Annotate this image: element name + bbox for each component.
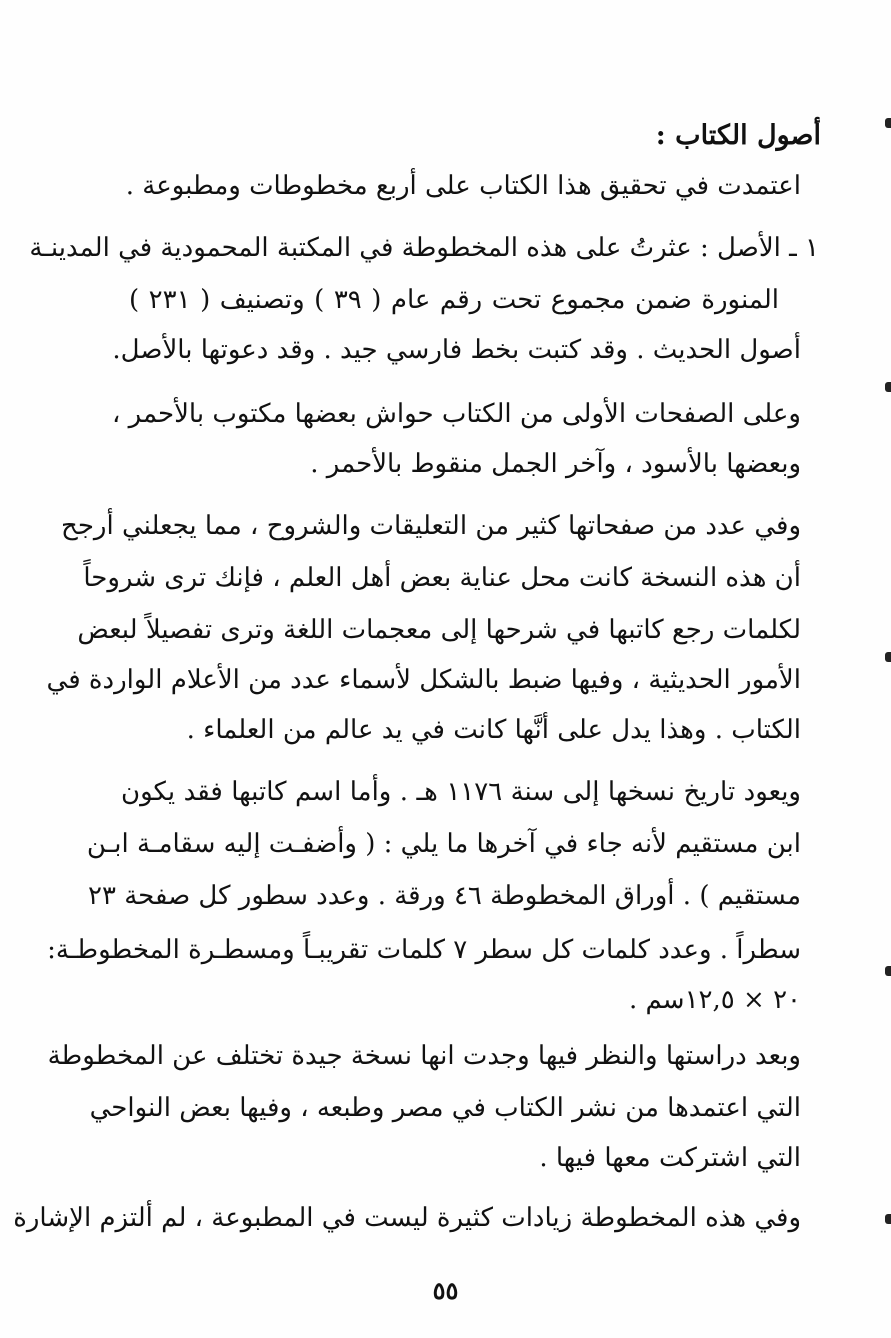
text-line: التي اعتمدها من نشر الكتاب في مصر وطبعه ، وفيها بعض النواحي xyxy=(89,1093,801,1123)
text-line: وفي هذه المخطوطة زيادات كثيرة ليست في المطبوعة ، لم ألتزم الإشارة xyxy=(13,1203,801,1233)
page-number: ٥٥ xyxy=(432,1276,459,1305)
text-line: الكتاب . وهذا يدل على أنَّها كانت في يد عالم من العلماء . xyxy=(186,715,801,745)
text-line: ويعود تاريخ نسخها إلى سنة ١١٧٦ هـ . وأما اسم كاتبها فقد يكون xyxy=(121,777,801,807)
text-line: مستقيم ) . أوراق المخطوطة ٤٦ ورقة . وعدد سطور كل صفحة ٢٣ xyxy=(88,881,801,911)
text-line: سطراً . وعدد كلمات كل سطر ٧ كلمات تقريبـاً ومسطـرة المخطوطـة: xyxy=(47,935,801,965)
scan-edge-mark xyxy=(885,966,891,976)
scan-edge-mark xyxy=(885,382,891,392)
text-line: أن هذه النسخة كانت محل عناية بعض أهل العلم ، فإنك ترى شروحاً xyxy=(83,563,801,593)
text-line: لكلمات رجع كاتبها في شرحها إلى معجمات اللغة وترى تفصيلاً لبعض xyxy=(77,615,801,645)
text-line: أصول الحديث . وقد كتبت بخط فارسي جيد . وقد دعوتها بالأصل. xyxy=(112,335,801,365)
text-line: الأمور الحديثية ، وفيها ضبط بالشكل لأسماء عدد من الأعلام الواردة في xyxy=(46,665,801,695)
scan-edge-mark xyxy=(885,652,891,662)
section-heading: أصول الكتاب : xyxy=(655,120,821,151)
text-line: ١ ـ الأصل : عثرتُ على هذه المخطوطة في المكتبة المحمودية في المدينـة xyxy=(29,233,819,263)
text-line: ٢٠ × ١٢,٥سم . xyxy=(628,985,801,1015)
text-line: المنورة ضمن مجموع تحت رقم عام ( ٣٩ ) وتصنيف ( ٢٣١ ) xyxy=(129,285,779,315)
text-line: وبعضها بالأسود ، وآخر الجمل منقوط بالأحمر . xyxy=(310,449,801,479)
scan-edge-mark xyxy=(885,1214,891,1224)
text-line: اعتمدت في تحقيق هذا الكتاب على أربع مخطوطات ومطبوعة . xyxy=(125,171,801,201)
text-line: وبعد دراستها والنظر فيها وجدت انها نسخة جيدة تختلف عن المخطوطة xyxy=(47,1041,801,1071)
text-line: التي اشتركت معها فيها . xyxy=(539,1143,801,1173)
scan-edge-mark xyxy=(885,118,891,128)
text-line: ابن مستقيم لأنه جاء في آخرها ما يلي : ( وأضفـت إليه سقامـة ابـن xyxy=(86,829,801,859)
text-line: وعلى الصفحات الأولى من الكتاب حواش بعضها مكتوب بالأحمر ، xyxy=(112,399,801,429)
text-line: وفي عدد من صفحاتها كثير من التعليقات والشروح ، مما يجعلني أرجح xyxy=(61,511,801,541)
